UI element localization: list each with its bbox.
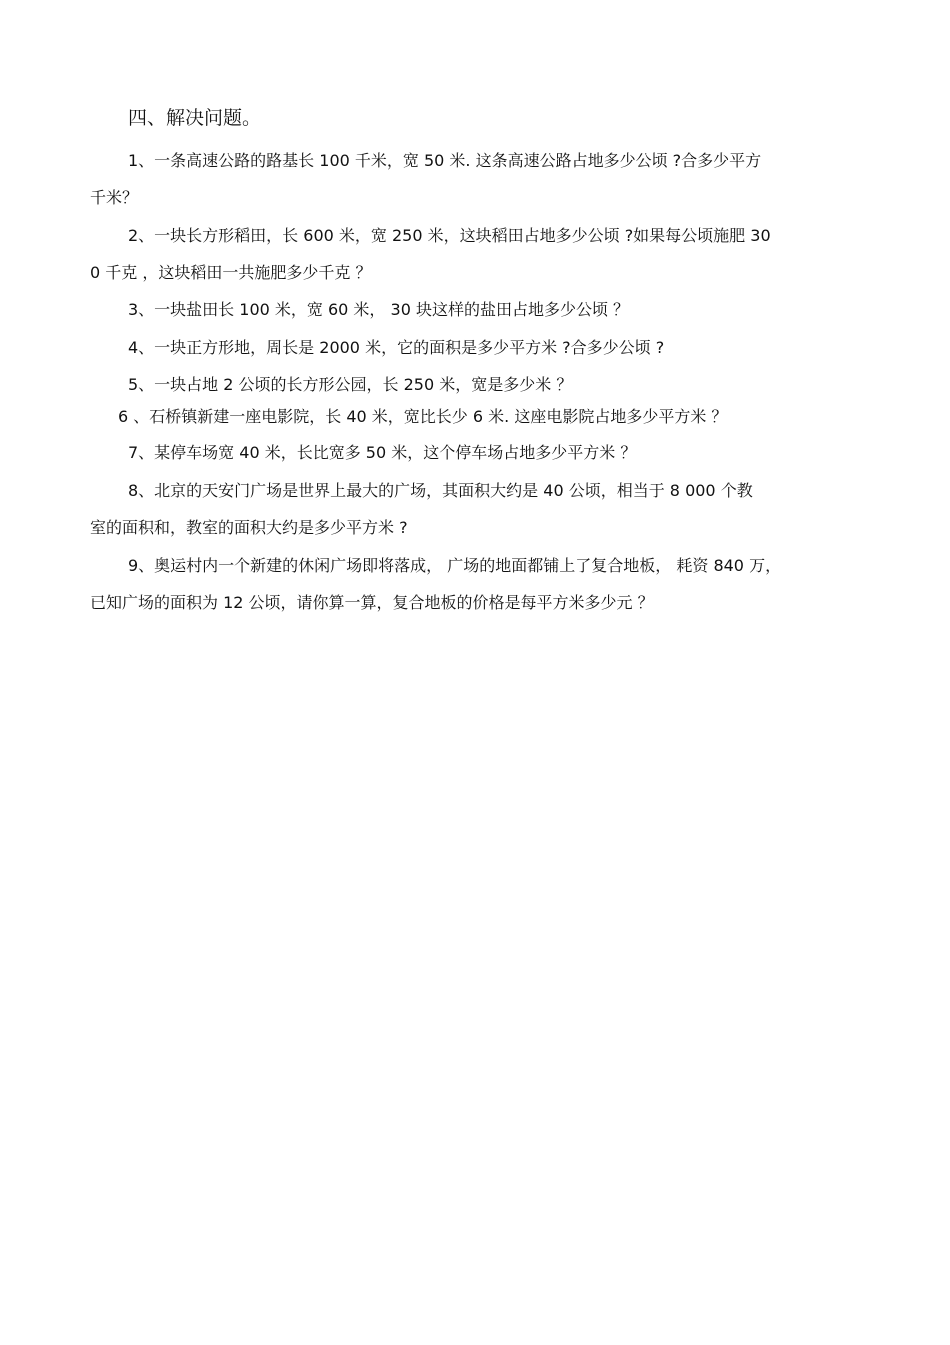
problem-2-line-1: 2、一块长方形稻田，长 600 米，宽 250 米，这块稻田占地多少公顷 ?如果每公顷施肥 30	[128, 226, 771, 245]
problem-3: 3、一块盐田长 100 米，宽 60 米， 30 块这样的盐田占地多少公顷 ？	[128, 300, 630, 319]
problem-8-line-1: 8、北京的天安门广场是世界上最大的广场，其面积大约是 40 公顷，相当于 8 000 个教	[128, 481, 753, 500]
problem-9-line-1: 9、奥运村内一个新建的休闲广场即将落成， 广场的地面都铺上了复合地板， 耗资 840 万，	[128, 556, 782, 575]
problem-6: 6 、石桥镇新建一座电影院，长 40 米，宽比长少 6 米. 这座电影院占地多少平方米 ？	[118, 407, 728, 426]
problem-4: 4、一块正方形地，周长是 2000 米，它的面积是多少平方米 ?合多少公顷 ?	[128, 338, 665, 357]
problem-5: 5、一块占地 2 公顷的长方形公园，长 250 米，宽是多少米 ？	[128, 375, 573, 394]
section-title: 四、解决问题。	[128, 107, 262, 129]
problem-9-line-2: 已知广场的面积为 12 公顷，请你算一算，复合地板的价格是每平方米多少元 ？	[90, 593, 654, 612]
problem-1-line-2: 千米？	[90, 188, 139, 207]
problem-8-line-2: 室的面积和，教室的面积大约是多少平方米 ?	[90, 518, 408, 537]
problem-7: 7、某停车场宽 40 米，长比宽多 50 米，这个停车场占地多少平方米 ？	[128, 443, 637, 462]
problem-1-line-1: 1、一条高速公路的路基长 100 千米，宽 50 米. 这条高速公路占地多少公顷 ?合多少平方	[128, 151, 762, 170]
problem-2-line-2: 0 千克 ，这块稻田一共施肥多少千克 ？	[90, 263, 372, 282]
